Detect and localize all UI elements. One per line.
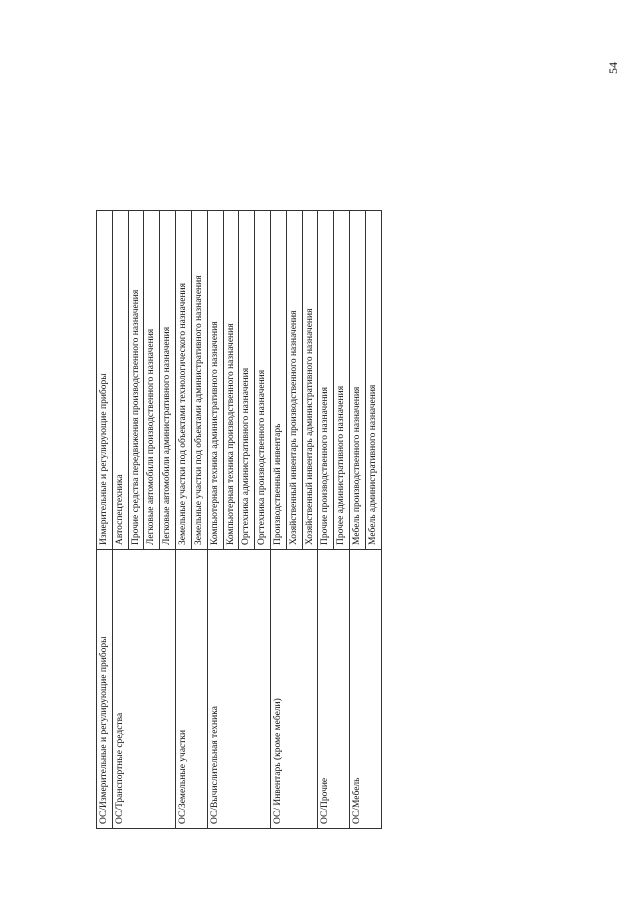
item-cell: Легковые автомобили производственного назначения bbox=[144, 211, 160, 550]
table-row bbox=[270, 211, 286, 829]
item-cell: Измерительные и регулирующие приборы bbox=[97, 211, 113, 550]
item-cell: Мебель административного назначения bbox=[365, 211, 381, 550]
table-row bbox=[350, 211, 366, 829]
table-row bbox=[207, 211, 223, 829]
account-cell: ОС/Вычислительная техника bbox=[207, 550, 270, 829]
table-row bbox=[318, 211, 334, 829]
account-cell: ОС/Транспортные средства bbox=[112, 550, 175, 829]
item-cell: Хозяйственный инвентарь административного назначения bbox=[302, 211, 318, 550]
item-cell: Прочие средства передвижения производственного назначения bbox=[128, 211, 144, 550]
table-row bbox=[112, 211, 128, 829]
account-mapping-table bbox=[96, 210, 382, 829]
item-cell: Компьютерная техника административного назначения bbox=[207, 211, 223, 550]
account-cell: ОС/Земельные участки bbox=[176, 550, 208, 829]
item-cell: Компьютерная техника производственного назначения bbox=[223, 211, 239, 550]
item-cell: Хозяйственный инвентарь производственного назначения bbox=[286, 211, 302, 550]
table-row bbox=[176, 211, 192, 829]
rotated-table-frame bbox=[96, 229, 536, 829]
account-cell: ОС/Измерительные и регулирующие приборы bbox=[97, 550, 113, 829]
table-container bbox=[96, 229, 536, 829]
item-cell: Оргтехника административного назначения bbox=[239, 211, 255, 550]
account-cell: ОС/Прочие bbox=[318, 550, 350, 829]
item-cell: Земельные участки под объектами технологического назначения bbox=[176, 211, 192, 550]
account-cell: ОС/Мебель bbox=[350, 550, 382, 829]
page-number: 54 bbox=[606, 62, 620, 74]
item-cell: Легковые автомобили административного назначения bbox=[160, 211, 176, 550]
item-cell: Производственный инвентарь bbox=[270, 211, 286, 550]
item-cell: Прочие производственного назначения bbox=[318, 211, 334, 550]
item-cell: Оргтехника производственного назначения bbox=[255, 211, 271, 550]
table-row bbox=[97, 211, 113, 829]
item-cell: Мебель производственного назначения bbox=[350, 211, 366, 550]
item-cell: Земельные участки под объектами административного назначения bbox=[191, 211, 207, 550]
item-cell: Прочее административного назначения bbox=[334, 211, 350, 550]
account-cell: ОС/ Инвентарь (кроме мебели) bbox=[270, 550, 317, 829]
item-cell: Автоспецтехника bbox=[112, 211, 128, 550]
